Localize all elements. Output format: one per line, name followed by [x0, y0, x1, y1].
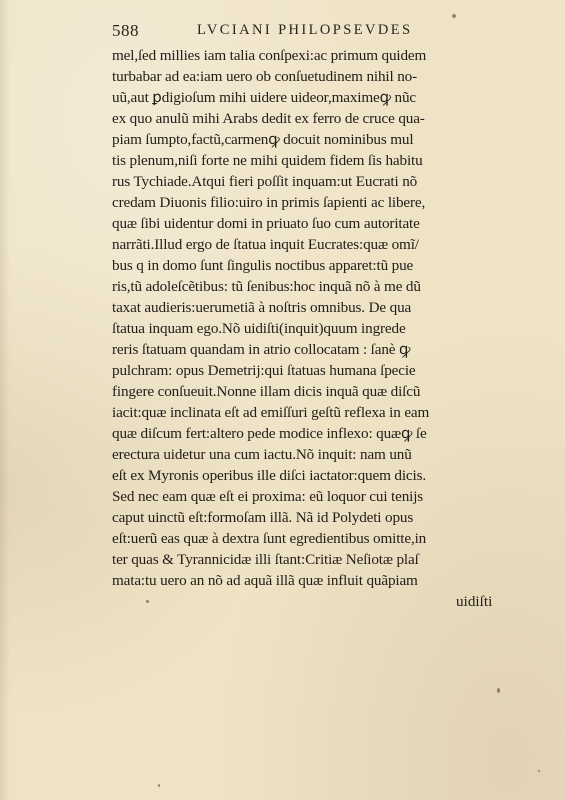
text-line: eſt:uerũ eas quæ à dextra ſunt egredientibus omitte,in — [112, 530, 427, 547]
text-line: quæ ſibi uidentur domi in priuato ſuo cum autoritate — [112, 215, 420, 232]
page-header — [112, 21, 492, 45]
text-line: ex quo anulũ mihi Arabs dedit ex ferro de cruce qua- — [112, 110, 425, 127]
text-line: quæ diſcum fert:altero pede modice inflexo: quæꝙ ſe — [112, 425, 427, 442]
catchword: uidiſti — [456, 593, 493, 610]
text-line: ter quas & Tyrannicidæ illi ſtant:Critiæ Neſiotæ plaſ — [112, 551, 419, 568]
text-line: pulchram: opus Demetrij:qui ſtatuas humana ſpecie — [112, 362, 416, 379]
text-line: rus Tychiade.Atqui fieri poſſit inquam:ut Eucrati nõ — [112, 173, 418, 190]
text-line: credam Diuonis filio:uiro in primis ſapienti ac libere, — [112, 194, 426, 211]
text-line: mata:tu uero an nõ ad aquã illã quæ influit quãpiam — [112, 572, 418, 589]
text-line: ris,tũ adoleſcẽtibus: tũ ſenibus:hoc inquã nõ à me dũ — [112, 278, 421, 295]
text-line: erectura uidetur una cum iactu.Nõ inquit: nam unũ — [112, 446, 412, 463]
text-line: reris ſtatuam quandam in atrio collocatam : ſanè ꝙ — [112, 341, 411, 358]
ink-speck — [452, 14, 456, 18]
text-line: taxat audieris:uerumetiã à noſtris omnibus. De qua — [112, 299, 412, 316]
text-line: iacit:quæ inclinata eſt ad emiſſuri geſtũ reflexa in eam — [112, 404, 430, 421]
text-line: uũ,aut ꝑdigioſum mihi uidere uideor,maximeꝙ nũc — [112, 89, 416, 106]
text-line: caput uinctũ eſt:formoſam illã. Nã id Polydeti opus — [112, 509, 414, 526]
text-line: Sed nec eam quæ eſt ei proxima: eũ loquor cui tenijs — [112, 488, 424, 505]
text-line: piam ſumpto,factũ,carmenꝙ docuit nominibus mul — [112, 131, 414, 148]
text-line: tis plenum,niſi forte ne mihi quidem fidem ſis habitu — [112, 152, 423, 169]
text-line: eſt ex Myronis operibus ille diſci iactator:quem dicis. — [112, 467, 426, 484]
text-line: mel,ſed millies iam talia conſpexi:ac primum quidem — [112, 47, 427, 64]
text-line: fingere conſueuit.Nonne illam dicis inquã quæ diſcũ — [112, 383, 421, 400]
ink-speck — [497, 688, 500, 693]
page-number: 588 — [112, 21, 139, 40]
ink-speck — [158, 784, 160, 787]
text-line: turbabar ad ea:iam uero ob conſuetudinem nihil no- — [112, 68, 418, 85]
page-edge-shadow — [0, 0, 10, 800]
text-line: bus q in domo ſunt ſingulis noctibus apparet:tũ pue — [112, 257, 414, 274]
text-line: ſtatua inquam ego.Nõ uidiſti(inquit)quum ingrede — [112, 320, 406, 337]
ink-speck — [538, 770, 540, 772]
ink-speck — [146, 600, 149, 603]
text-line: narrãti.Illud ergo de ſtatua inquit Eucrates:quæ omĩ/ — [112, 236, 419, 253]
running-head: LVCIANI PHILOPSEVDES — [197, 22, 413, 38]
